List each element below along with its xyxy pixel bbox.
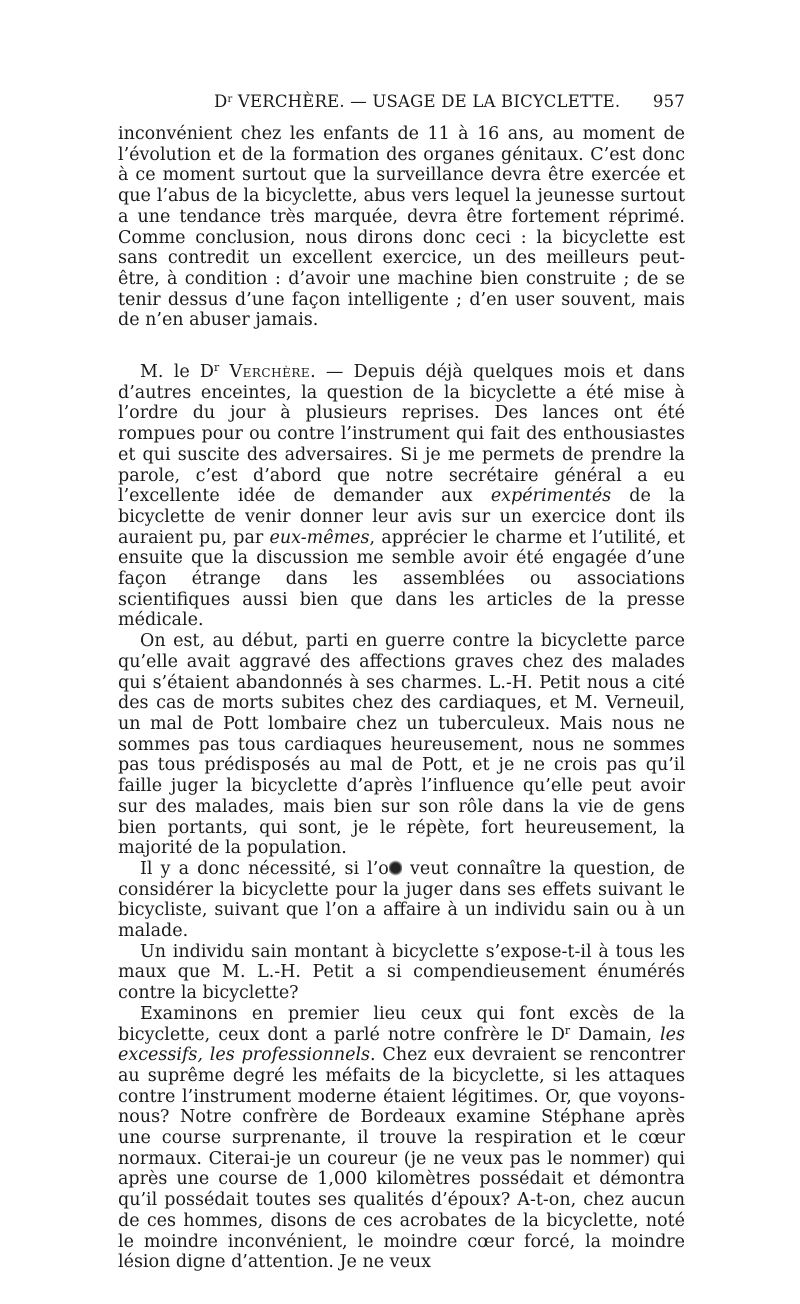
title-superscript: r (564, 1023, 571, 1037)
title-prefix: D (214, 92, 228, 111)
paragraph-text: Il y a donc nécessité, si l’o (140, 858, 389, 879)
paragraph-text: , apprécier le charme et l’utilité, et ensuite que la discussion me semble avoir été engagée d’une façon étrange dans les assemblées ou associations scientifiques aussi bien que dans les articles de la presse médicale. (118, 527, 685, 631)
paragraph (118, 1004, 685, 1273)
paragraph-text: veut connaître la question, de considérer la bicyclette pour la juger dans ses effets suivant le bicycliste, suivant que l’on a affaire à un individu sain ou à un malade. (118, 858, 686, 942)
page-number: 957 (652, 92, 685, 111)
speaker-prefix: M. le D (140, 362, 214, 383)
paragraph: Un individu sain montant à bicyclette s’expose-t-il à tous les maux que M. L.-H. Petit a si compendieusement énumérés contre la bicyclette? (118, 941, 685, 1004)
page-body (118, 124, 685, 1273)
running-title (214, 92, 620, 111)
paragraph-text: de la bicyclette de venir donner leur avis sur un exercice dont ils auraient pu, par (118, 486, 685, 548)
emphasis-text: expérimentés (490, 486, 612, 507)
paragraph-text: Damain, (570, 1024, 661, 1045)
paragraph-text: . — Depuis déjà quelques mois et dans d’autres enceintes, la question de la bicyclette a été mise à l’ordre du jour à plusieurs reprises. Des lances ont été rompues pour ou contre l’instrument qui fait des enthousiastes et qui suscite des adversaires. Si je me permets de prendre la parole, c’est d’abord que notre secrétaire général a eu l’excellente idée de demander aux (118, 362, 685, 507)
paragraph-text: Examinons en premier lieu ceux qui font excès de la bicyclette, ceux dont a parlé notre confrère le D (118, 1003, 685, 1045)
speaker-superscript: r (213, 361, 220, 375)
paragraph (118, 859, 685, 942)
title-text: VERCHÈRE. — USAGE DE LA BICYCLETTE. (232, 92, 621, 111)
running-header (118, 92, 685, 116)
emphasis-text: eux-mêmes (269, 527, 370, 548)
paragraph: On est, au début, parti en guerre contre la bicyclette parce qu’elle avait aggravé des affections graves chez des malades qui s’étaient abandonnés à ses charmes. L.-H. Petit nous a cité des cas de morts subites chez des cardiaques, et M. Verneuil, un mal de Pott lombaire chez un tuberculeux. Mais nous ne sommes pas tous cardiaques heureusement, nous ne sommes pas tous prédisposés au mal de Pott, et je ne crois pas qu’il faille juger la bicyclette d’après l’influence qu’elle peut avoir sur des malades, mais bien sur son rôle dans la vie de gens bien portants, qui sont, je le répète, fort heureusement, la majorité de la population. (118, 631, 685, 859)
ink-stain-icon (389, 860, 402, 876)
emphasis-text: les excessifs, les professionnels (118, 1024, 685, 1066)
title-superscript: r (227, 94, 233, 105)
paragraph-continuation: inconvénient chez les enfants de 11 à 16 ans, au moment de l’évolution et de la formation des organes génitaux. C’est donc à ce moment surtout que la surveillance devra être exercée et que l’abus de la bicyclette, abus vers lequel la jeunesse surtout a une tendance très marquée, devra être fortement réprimé. Comme conclusion, nous dirons donc ceci : la bicyclette est sans contredit un excellent exercice, un des meilleurs peut-être, à condition : d’avoir une machine bien construite ; de se tenir dessus d’une façon intelligente ; d’en user souvent, mais de n’en abuser jamais. (118, 124, 685, 331)
speaker-name: Verchère (229, 362, 311, 383)
paragraph-speech-start (118, 362, 685, 631)
paragraph-text: . Chez eux devraient se rencontrer au suprême degré les méfaits de la bicyclette, si les attaques contre l’instrument moderne étaient légitimes. Or, que voyons-nous? Notre confrère de Bordeaux examine Stéphane après une course surprenante, il trouve la respiration et le cœur normaux. Citerai-je un coureur (je ne veux pas le nommer) qui après une course de 1,000 kilomètres possédait et démontra qu’il possédait toutes ses qualités d’époux? A-t-on, chez aucun de ces hommes, disons de ces acrobates de la bicyclette, noté le moindre inconvénient, le moindre cœur forcé, la moindre lésion digne d’attention. Je ne veux (118, 1045, 685, 1273)
